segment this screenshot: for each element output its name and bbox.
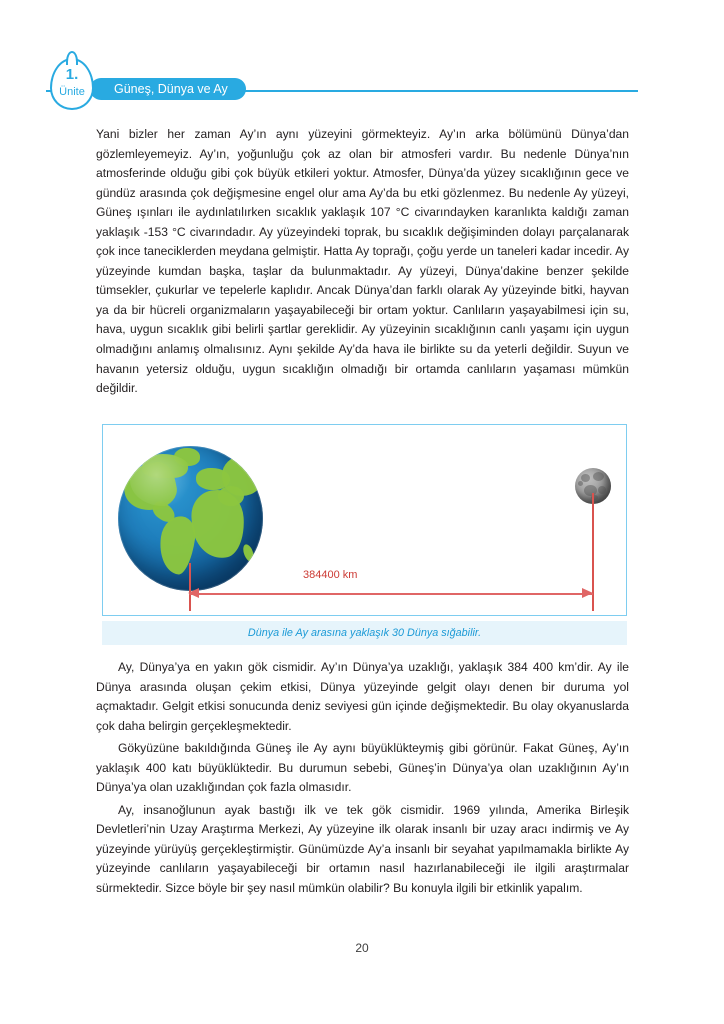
paragraph-2: Ay, Dünya’ya en yakın gök cismidir. Ay’ın Dünya’ya uzaklığı, yaklaşık 384 400 km’dir. Ay ile Dünya arasında oluşan çekim etkisi, Dünya yüzeyinde gelgit olayı denen bir duruma yol açmaktadır. Gelgit etkisi sonucunda deniz seviyesi gün içinde değişmektedir. Bu olay okyanuslarda çok daha belirgin gerçekleşmektedir. [96,660,629,733]
moon-crater [598,486,606,494]
figure-caption-bar [102,621,627,645]
arrow-left-icon [188,588,199,598]
paragraph-4: Ay, insanoğlunun ayak bastığı ilk ve tek gök cismidir. 1969 yılında, Amerika Birleşik Devletleri’nin Uzay Araştırma Merkezi, Ay yüzeyine ilk olarak insanlı bir uzay aracı indirmiş ve Ay yüzeyinde yürüyüş gerçekleştirmiştir. Günümüzde Ay’a insanlı bir seyahat yapılmamakla birlikte Ay yüzeyinde canlıların yaşayabileceği bir ortamın nasıl hazırlanabileceği ile ilgili araştırmalar sürmektedir. Sizce böyle bir şey nasıl mümkün olabilir? Bu konuyla ilgili bir etkinlik yapalım. [96,802,629,896]
figure-caption-text: Dünya ile Ay arasına yaklaşık 30 Dünya sığabilir. [247,627,482,639]
unit-word-label: Ünite [59,86,85,98]
earth-moon-distance-figure [102,424,627,616]
unit-title-label: Güneş, Dünya ve Ay [114,81,228,96]
moon-crater [581,474,590,482]
paragraph-3: Gökyüzüne bakıldığında Güneş ile Ay aynı büyüklükteymiş gibi görünür. Fakat Güneş, Ay’ın yaklaşık 400 katı büyüklüktedir. Bu durumun sebebi, Güneş’in Dünya’ya olan uzaklığının Ay’ın Dünya’ya olan uzaklığından çok fazla olmasıdır. [96,741,629,795]
unit-header [46,58,646,110]
moon-crater [578,481,583,486]
distance-value-label: 384400 km [303,569,358,581]
distance-dimension-line [189,593,593,595]
body-text-upper [96,125,629,399]
unit-number-droplet-badge [50,58,94,110]
unit-title-pill [90,78,246,100]
earth-extension-tick [189,563,191,611]
landmass-madagascar [241,543,256,563]
moon-crater [593,472,604,481]
page-number: 20 [355,941,369,955]
paragraph-1: Yani bizler her zaman Ay’ın aynı yüzeyini görmekteyiz. Ay’ın arka bölümünü Dünya’dan gözlemleyemeyiz. Ay’ın, yoğunluğu çok az olan bir atmosferi vardır. Bu nedenle Dünya’nın atmosferinde olduğu gibi çok büyük etkileri yoktur. Atmosfer, Dünya’da yüzey sıcaklığının gece ve gündüz arasında çok değişmesine engel olur ama Ay’da bu etki gözlenmez. Bu nedenle Ay yüzeyi, Güneş ışınları ile aydınlatılırken sıcaklık yaklaşık 107 °C civarındayken karanlıkta kaldığı zaman yaklaşık -153 °C civarındadır. Ay yüzeyindeki toprak, bu sıcaklık değişiminden dolayı parçalanarak çok ince taneciklerden meydana gelmiştir. Hatta Ay toprağı, çoğu yerde un taneleri kadar incedir. Ay yüzeyinde kumdan başka, taşlar da bulunmaktadır. Ay yüzeyi, Dünya’dakine benzer şekilde tümsekler, çukurlar ve tepelerle kaplıdır. Ancak Dünya’dan farklı olarak Ay yüzeyinde bitki, hayvan ya da bir hücreli organizmaların yaşayabileceği bir ortam yoktur. Canlıların yaşayabilmesi için su, hava, uygun sıcaklık gibi belirli şartlar gereklidir. Ay yüzeyinin sıcaklığının canlı yaşamı için uygun olmadığını anlamış olmalısınız. Aynı şekilde Ay’da hava ile birlikte su da yeterli değildir. Suyun ve havanın yetersiz olduğu, uygun sıcaklığın olmadığı bir ortamda canlıların yaşaması mümkün değildir. [96,127,629,396]
unit-number-label: 1. [65,66,79,83]
body-text-lower [96,658,629,899]
arrow-right-icon [582,588,593,598]
